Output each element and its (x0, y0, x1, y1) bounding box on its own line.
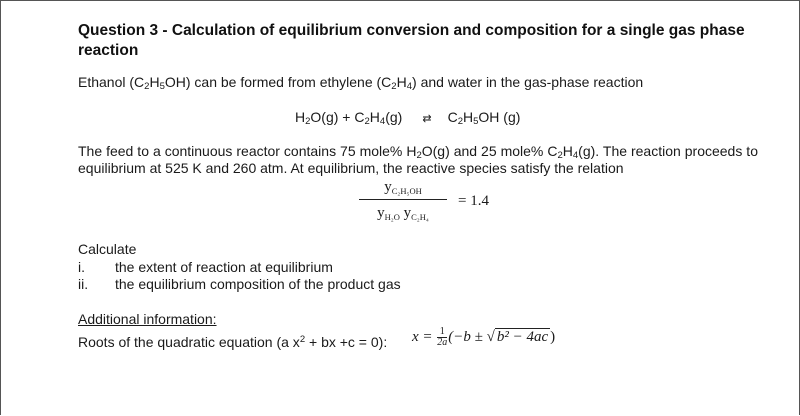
list-item: ii. the equilibrium composition of the product gas (78, 276, 401, 292)
fraction-numerator: $y_{C_2H_5OH}$ (384, 179, 422, 196)
list-item: i. the extent of reaction at equilibrium (78, 259, 333, 275)
sqrt-icon: √ (486, 328, 495, 345)
fraction-bar (359, 199, 447, 200)
additional-info-heading: Additional information: (78, 311, 217, 327)
quadratic-formula: x = $\frac{1}{2a}$ (−b ± √ b² − 4ac ) (412, 326, 556, 348)
equilibrium-fraction (359, 178, 447, 222)
intro-paragraph: Ethanol $(C_2H_5OH)$ can be formed from ethylene $(C_2H_4)$ and water in the gas-phase reaction (78, 74, 644, 92)
fraction-denominator: $y_{H_2O}$ $y_{C_2H_4}$ (377, 205, 429, 222)
feed-paragraph: The feed to a continuous reactor contains 75 mole% $H_2O(g)$ and 25 mole% $C_2H_4(g)$. The reaction proceeds to equilibrium at 525 K and 260 atm. At equilibrium, the reactive species satisfy the relation (78, 143, 758, 176)
equilibrium-value: = 1.4 (458, 193, 489, 209)
reaction-equation: $H_2O(g) + C_2H_4(g)$ ⇄ $C_2H_5OH$ (g) (295, 109, 521, 127)
question-title: Question 3 - Calculation of equilibrium conversion and composition for a single gas phase reaction (78, 22, 745, 59)
calculate-label: Calculate (78, 241, 137, 257)
roots-text: Roots of the quadratic equation (a $x^2$ + bx +c = 0): (78, 334, 388, 350)
equilibrium-arrow-icon: ⇄ (422, 113, 432, 125)
